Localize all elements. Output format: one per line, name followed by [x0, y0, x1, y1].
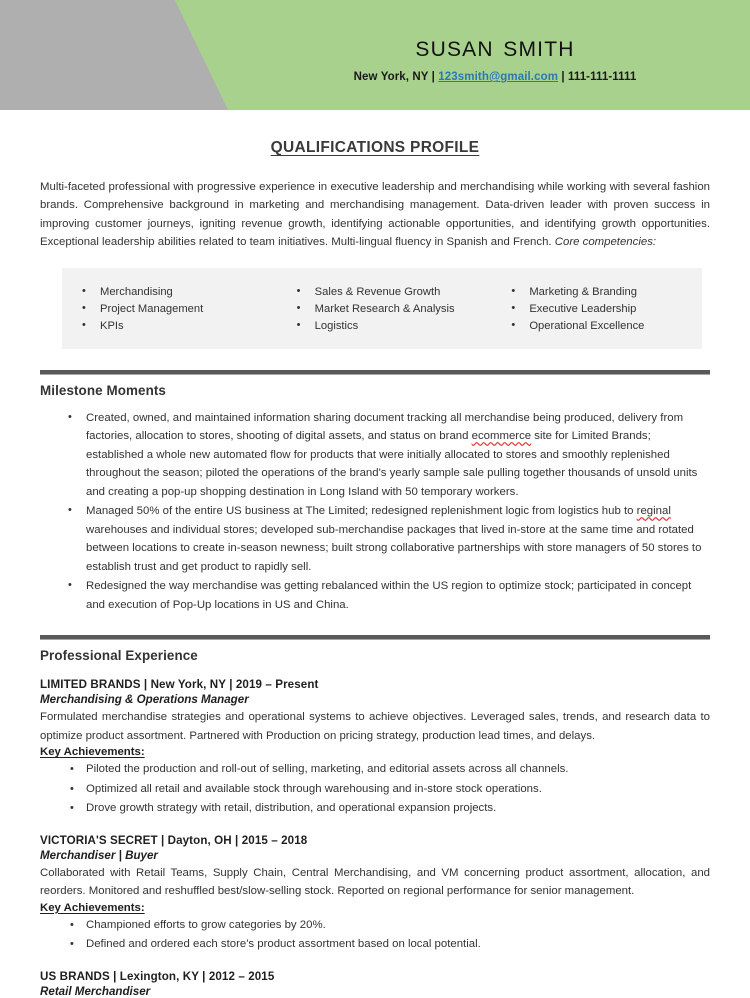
- competency-column-3: [487, 284, 702, 335]
- competency-column-1: [62, 284, 273, 335]
- misspelled-word: ecommerce: [471, 430, 532, 443]
- competency-item: • Operational Excellence: [505, 318, 702, 335]
- competency-item: • Merchandising: [76, 284, 273, 301]
- milestone-list: [40, 409, 710, 614]
- experience-entry: [40, 970, 710, 998]
- core-competencies-box: [62, 268, 702, 349]
- achievement-item: • Championed efforts to grow categories by 20%.: [40, 916, 710, 936]
- job-company-line: LIMITED BRANDS | New York, NY | 2019 – Present: [40, 678, 319, 692]
- job-title: Retail Merchandiser: [40, 985, 151, 998]
- key-achievements-label: Key Achievements:: [40, 746, 145, 759]
- achievement-list: [40, 760, 710, 819]
- header-text-block: [240, 0, 750, 110]
- contact-location: New York, NY: [353, 71, 429, 84]
- page-title: QUALIFICATIONS PROFILE: [270, 139, 480, 156]
- milestone-text-pre: Created, owned, and maintained information sharing document tracking all merchandise being produced, delivery from factories, allocation to stores, shooting of digital assets, and status on brand: [86, 411, 684, 443]
- competency-item: • Market Research & Analysis: [291, 301, 488, 318]
- section-heading-milestones: Milestone Moments: [40, 382, 166, 398]
- experience-entry: [40, 834, 710, 955]
- job-company-line: VICTORIA'S SECRET | Dayton, OH | 2015 – 2018: [40, 833, 308, 847]
- key-achievements-label: Key Achievements:: [40, 901, 145, 914]
- milestone-text-pre: Managed 50% of the entire US business at The Limited; redesigned replenishment logic from logistics hub to: [86, 505, 637, 518]
- section-heading-experience: Professional Experience: [40, 648, 198, 664]
- candidate-name: susan smith: [415, 29, 575, 63]
- core-competencies-label: Core competencies:: [554, 236, 657, 249]
- milestone-item: [40, 409, 710, 501]
- section-divider-milestones: [40, 370, 710, 375]
- milestone-text-post: warehouses and individual stores; developed sub-merchandise packages that lived in-store at the same time and rotated between locations to create in-season newness; built strong collaborative partnerships with store managers of 50 stores to establish trust and get product to rapidly sell.: [86, 523, 702, 573]
- header-gray-shape: [0, 0, 240, 110]
- achievement-item: • Drove growth strategy with retail, distribution, and operational expansion projects.: [40, 799, 710, 819]
- competency-item: • Sales & Revenue Growth: [291, 284, 488, 301]
- milestone-item: [40, 502, 710, 576]
- experience-entry: [40, 678, 710, 819]
- competency-item: • KPIs: [76, 318, 273, 335]
- job-title: Merchandiser | Buyer: [40, 848, 158, 862]
- competency-item: • Marketing & Branding: [505, 284, 702, 301]
- job-company-line: US BRANDS | Lexington, KY | 2012 – 2015: [40, 970, 275, 983]
- contact-email-link[interactable]: 123smith@gmail.com: [438, 71, 559, 84]
- resume-header-banner: [0, 0, 750, 110]
- job-title: Merchandising & Operations Manager: [40, 693, 249, 707]
- job-description: Collaborated with Retail Teams, Supply Chain, Central Merchandising, and VM concerning product assortment, allocation, and reorders. Monitored and reshuffled best/slow-selling stock. Reported on regional performance for senior management.: [40, 866, 710, 898]
- contact-separator-1: |: [428, 71, 439, 84]
- competency-item: • Logistics: [291, 318, 488, 335]
- resume-body: [0, 139, 750, 998]
- milestone-text-post: site for Limited Brands; established a whole new automated flow for products that were initially allocated to stores and smoothly replenished throughout the season; piloted the operations of the brand's yearly sample sale pulling together thousands of unsold units and creating a pop-up shopping destination in Long Island with 50 temporary workers.: [86, 430, 698, 498]
- achievement-item: • Piloted the production and roll-out of selling, marketing, and editorial assets across all channels.: [40, 760, 710, 780]
- achievement-list: [40, 916, 710, 955]
- job-description: Formulated merchandise strategies and operational systems to achieve objectives. Leveraged sales, trends, and research data to optimize product assortment. Partnered with Production on pricing strategy, production lead times, and delays.: [40, 711, 710, 742]
- contact-separator-2: |: [558, 71, 568, 84]
- achievement-item: • Optimized all retail and available stock through warehousing and in-store stock operations.: [40, 780, 710, 800]
- misspelled-word: reginal: [636, 505, 671, 518]
- contact-phone: 111-111-1111: [567, 71, 637, 84]
- summary-text: Multi-faceted professional with progressive experience in executive leadership and merchandising while working with several fashion brands. Comprehensive background in marketing and merchandising management. Data-driven leader with proven success in improving customer journeys, igniting revenue growth, identifying actionable opportunities, and identifying growth opportunities. Exceptional leadership abilities related to team initiatives. Multi-lingual fluency in Spanish and French.: [40, 181, 710, 249]
- contact-line: [354, 71, 637, 83]
- competency-column-2: [273, 284, 488, 335]
- competency-item: • Executive Leadership: [505, 301, 702, 318]
- competency-item: • Project Management: [76, 301, 273, 318]
- qualifications-summary: [40, 178, 710, 252]
- milestone-text-pre: Redesigned the way merchandise was getting rebalanced within the US region to optimize stock; participated in concept and execution of Pop-Up locations in US and China.: [86, 580, 692, 611]
- achievement-item: • Defined and ordered each store's product assortment based on local potential.: [40, 935, 710, 955]
- milestone-item: [40, 577, 710, 614]
- section-divider-experience: [40, 635, 710, 640]
